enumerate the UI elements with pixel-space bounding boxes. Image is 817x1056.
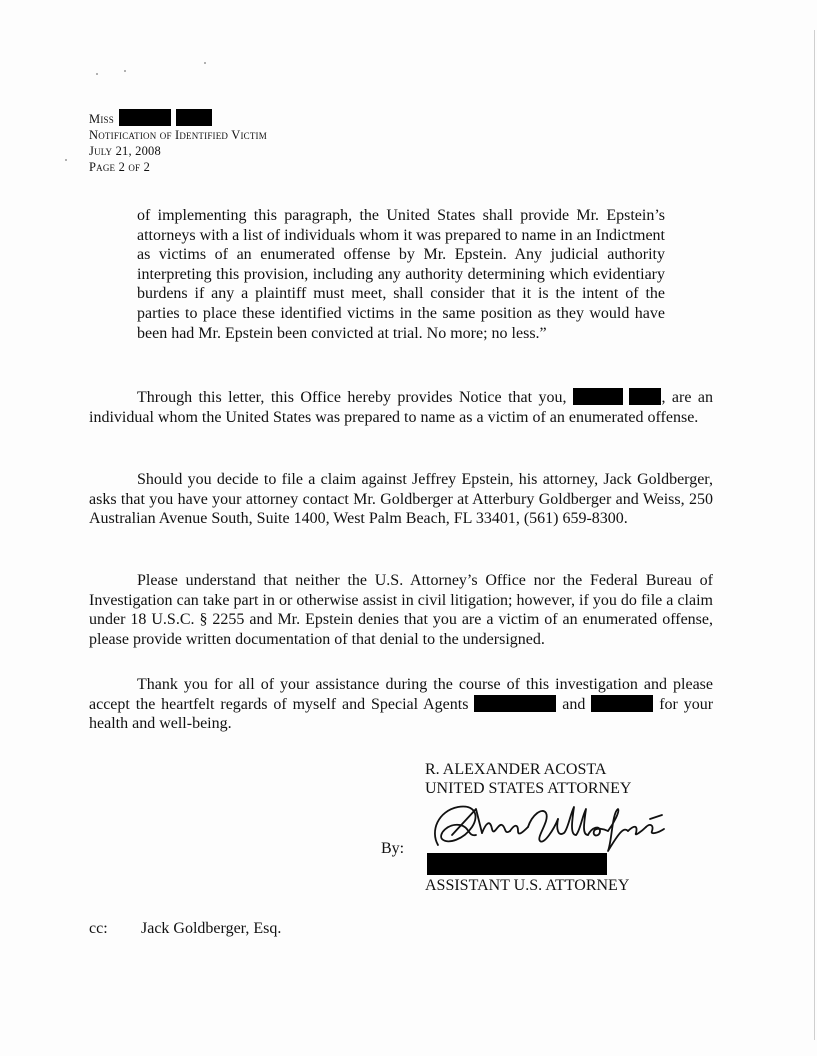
litigation-paragraph: Please understand that neither the U.S. Attorney’s Office nor the Federal Bureau of Investigation can take part in or otherwise assist in civil litigation; however, if you do file a claim under 18 U.S.C. § 2255 and Mr. Epstein denies that you are a victim of an enumerated offense, please provide written documentation of that denial to the undersigned. [89, 572, 713, 648]
signer-office: UNITED STATES ATTORNEY [425, 780, 632, 797]
signer-title: ASSISTANT U.S. ATTORNEY [425, 877, 630, 894]
by-label: By: [381, 840, 405, 857]
redacted-agent-name [474, 695, 556, 712]
quoted-paragraph: of implementing this paragraph, the United States shall provide Mr. Epstein’s attorneys with a list of individuals whom it was prepared to name in an Indictment as victims of an enumerated offense by Mr. Epstein. Any judicial authority interpreting this provision, including any authority determining which evidentiary burdens if any a plaintiff must meet, shall consider that it is the intent of the parties to place these identified victims in the same position as they would have been had Mr. Epstein been convicted at trial. No more; no less.” [137, 207, 665, 342]
redacted-signer-name [427, 853, 607, 875]
notice-text-before: Through this letter, this Office hereby provides Notice that you, [137, 389, 567, 406]
redacted-name [119, 109, 171, 126]
thanks-and: and [562, 695, 586, 713]
salutation: Miss [89, 112, 114, 126]
letter-header [89, 109, 267, 175]
scan-speck [124, 70, 126, 72]
scan-speck [96, 73, 98, 75]
redacted-name [176, 109, 212, 126]
claim-paragraph: Should you decide to file a claim against Jeffrey Epstein, his attorney, Jack Goldberger, asks that you have your attorney contact Mr. Goldberger at Atterbury Goldberger and Weiss, 250 Australian Avenue South, Suite 1400, West Palm Beach, FL 33401, (561) 659-8300. [89, 471, 713, 528]
handwritten-signature [424, 801, 674, 853]
redacted-name [573, 388, 623, 405]
redacted-name [629, 388, 661, 405]
header-page-number: Page 2 of 2 [89, 160, 151, 174]
cc-recipient: Jack Goldberger, Esq. [141, 920, 282, 937]
header-recipient [89, 109, 267, 127]
header-subject: Notification of Identified Victim [89, 128, 267, 142]
signature-block [425, 760, 631, 798]
notice-text-after: , are an individual whom the United States was prepared to name as a victim of an enumerated offense. [89, 389, 714, 426]
cc-label: cc: [89, 920, 108, 937]
cc-line [89, 920, 281, 938]
page-edge-line [814, 30, 815, 1040]
scan-speck [65, 159, 67, 161]
thanks-paragraph [89, 675, 713, 734]
redacted-agent-name [591, 695, 653, 712]
notice-paragraph [89, 388, 713, 427]
signer-name: R. ALEXANDER ACOSTA [425, 761, 607, 778]
header-date: July 21, 2008 [89, 144, 161, 158]
thanks-text-after: for your health and well-being. [89, 695, 714, 733]
thanks-text-before: Thank you for all of your assistance during the course of this investigation and please accept the heartfelt regards of myself and Special Agents [89, 676, 713, 713]
scan-speck [204, 62, 206, 64]
